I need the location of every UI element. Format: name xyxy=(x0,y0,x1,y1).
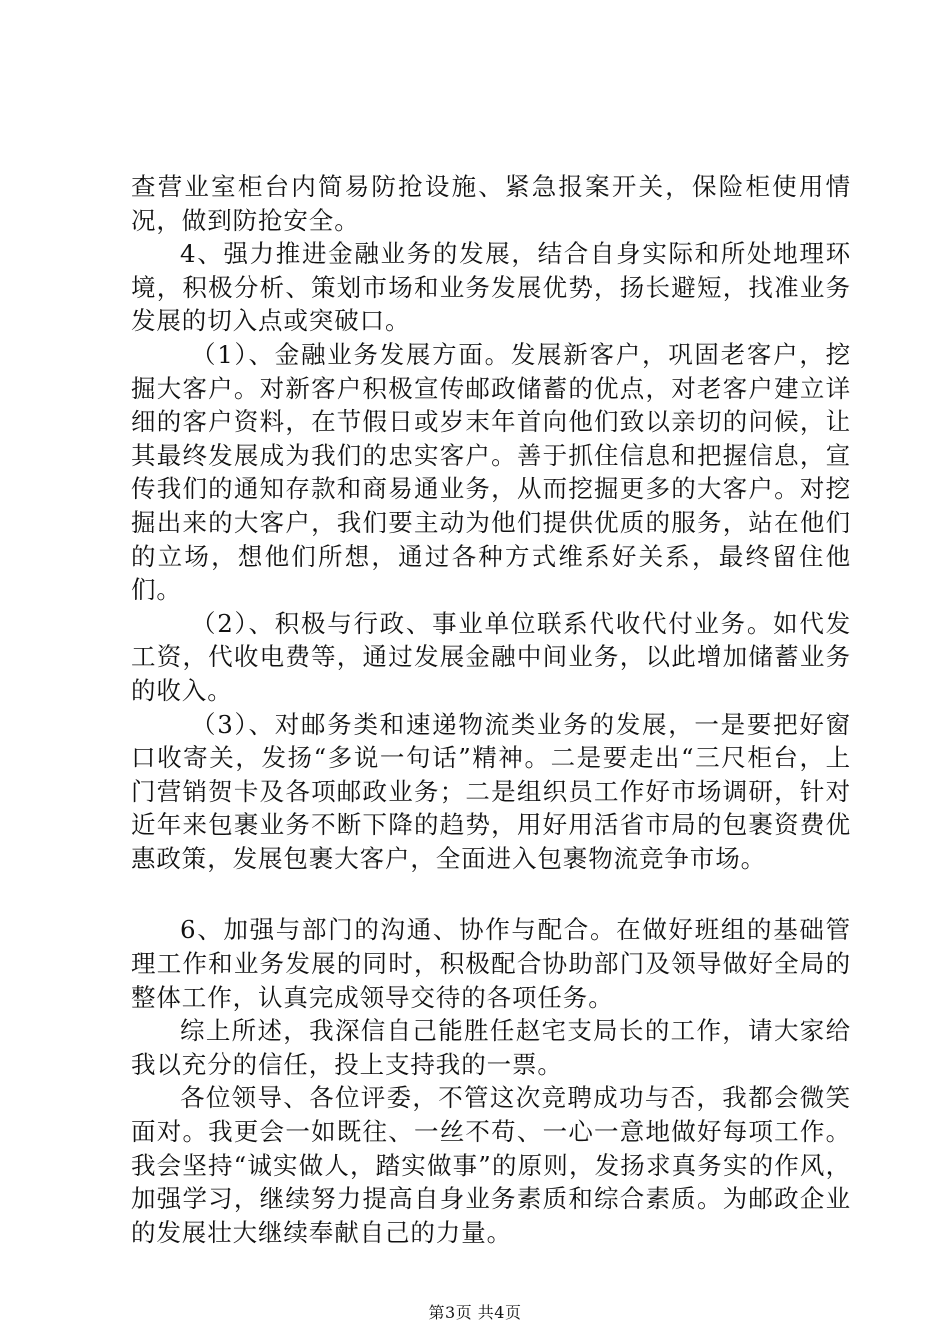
paragraph-sub-2: （2）、积极与行政、事业单位联系代收代付业务。如代发工资，代收电费等，通过发展金融中间业务，以此增加储蓄业务的收入。 xyxy=(131,608,851,705)
paragraph-item-6: 6、加强与部门的沟通、协作与配合。在做好班组的基础管理工作和业务发展的同时，积极配合协助部门及领导做好全局的整体工作，认真完成领导交待的各项任务。 xyxy=(131,915,851,1012)
paragraph-closing: 各位领导、各位评委，不管这次竞聘成功与否，我都会微笑面对。我更会一如既往、一丝不苟、一心一意地做好每项工作。我会坚持“诚实做人，踏实做事”的原则，发扬求真务实的作风，加强学习，继续努力提高自身业务素质和综合素质。为邮政企业的发展壮大继续奉献自己的力量。 xyxy=(131,1083,851,1247)
paragraph-gap xyxy=(131,875,851,913)
paragraph-sub-3: （3）、对邮务类和速递物流类业务的发展，一是要把好窗口收寄关，发扬“多说一句话”精神。二是要走出“三尺柜台，上门营销贺卡及各项邮政业务；二是组织员工作好市场调研，针对近年来包裹业务不断下降的趋势，用好用活省市局的包裹资费优惠政策，发展包裹大客户，全面进入包裹物流竞争市场。 xyxy=(131,709,851,873)
paragraph-security-check: 查营业室柜台内简易防抢设施、紧急报案开关，保险柜使用情况，做到防抢安全。 xyxy=(131,172,851,235)
paragraph-summary: 综上所述，我深信自己能胜任赵宅支局长的工作，请大家给我以充分的信任，投上支持我的一票。 xyxy=(131,1016,851,1079)
document-body xyxy=(131,170,851,1249)
page-footer: 第3页 共4页 xyxy=(428,1303,522,1322)
paragraph-sub-1: （1）、金融业务发展方面。发展新客户，巩固老客户，挖掘大客户。对新客户积极宣传邮政储蓄的优点，对老客户建立详细的客户资料，在节假日或岁末年首向他们致以亲切的问候，让其最终发展成为我们的忠实客户。善于抓住信息和把握信息，宣传我们的通知存款和商易通业务，从而挖掘更多的大客户。对挖掘出来的大客户，我们要主动为他们提供优质的服务，站在他们的立场，想他们所想，通过各种方式维系好关系，最终留住他们。 xyxy=(131,339,851,605)
paragraph-item-4: 4、强力推进金融业务的发展，结合自身实际和所处地理环境，积极分析、策划市场和业务发展优势，扬长避短，找准业务发展的切入点或突破口。 xyxy=(131,239,851,336)
